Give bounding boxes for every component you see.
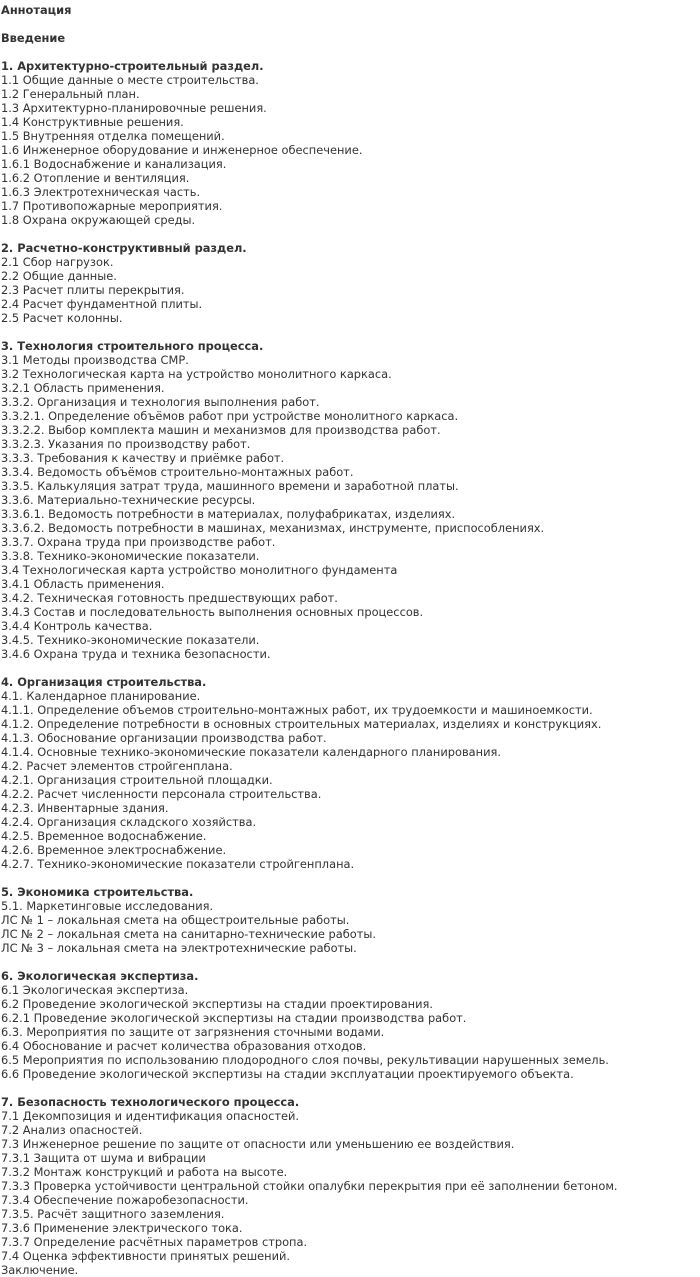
toc-item: 7.3.7 Определение расчётных параметров стропа. (1, 1235, 308, 1249)
section-title: 5. Экономика строительства. (1, 885, 194, 899)
toc-item: 3.4.1 Область применения. (1, 577, 165, 591)
section-title: 7. Безопасность технологического процесса. (1, 1095, 300, 1109)
toc-item: 3.3.3. Требования к качеству и приёмке работ. (1, 451, 285, 465)
toc-item: 7.3.1 Защита от шума и вибрации (1, 1151, 206, 1165)
toc-item: 3.3.8. Технико-экономические показатели. (1, 549, 260, 563)
toc-item: 3.4.4 Контроль качества. (1, 619, 153, 633)
toc-item: 3.3.2. Организация и технология выполнения работ. (1, 395, 320, 409)
toc-item: 6.5 Мероприятия по использованию плодородного слоя почвы, рекультивации нарушенных земель. (1, 1053, 609, 1067)
toc-item: 4.1.1. Определение объемов строительно-монтажных работ, их трудоемкости и машиноемкости. (1, 703, 593, 717)
spacer (1, 1081, 700, 1095)
toc-item: 7.2 Анализ опасностей. (1, 1123, 143, 1137)
toc-item: 4.2.5. Временное водоснабжение. (1, 829, 207, 843)
toc-item: 2.5 Расчет колонны. (1, 311, 123, 325)
toc-item: 2.4 Расчет фундаментной плиты. (1, 297, 203, 311)
toc-item: 2.2 Общие данные. (1, 269, 117, 283)
sections-container (1, 59, 700, 1263)
toc-item: 7.4 Оценка эффективности принятых решений. (1, 1249, 291, 1263)
toc-item: 3.4 Технологическая карта устройство монолитного фундамента (1, 563, 398, 577)
toc-item: 1.1 Общие данные о месте строительства. (1, 73, 259, 87)
toc-item: ЛС № 2 – локальная смета на санитарно-технические работы. (1, 927, 377, 941)
toc-item: 1.5 Внутренняя отделка помещений. (1, 129, 225, 143)
spacer (1, 871, 700, 885)
toc-item: 1.6.1 Водоснабжение и канализация. (1, 157, 227, 171)
toc-item: 4.1.3. Обоснование организации производства работ. (1, 731, 327, 745)
toc-item: ЛС № 1 – локальная смета на общестроительные работы. (1, 913, 350, 927)
toc-item: 4.2.6. Временное электроснабжение. (1, 843, 227, 857)
toc-item: 4.1.4. Основные технико-экономические показатели календарного планирования. (1, 745, 501, 759)
toc-item: 3.3.2.1. Определение объёмов работ при устройстве монолитного каркаса. (1, 409, 459, 423)
toc-item: 3.3.7. Охрана труда при производстве работ. (1, 535, 276, 549)
toc-section (1, 969, 700, 1081)
section-title: 1. Архитектурно-строительный раздел. (1, 59, 264, 73)
toc-section (1, 241, 700, 325)
toc-item: 6.2.1 Проведение экологической экспертизы на стадии производства работ. (1, 1011, 467, 1025)
toc-item: 7.3.4 Обеспечение пожаробезопасности. (1, 1193, 249, 1207)
section-title: 4. Организация строительства. (1, 675, 207, 689)
toc-item: 3.4.3 Состав и последовательность выполнения основных процессов. (1, 605, 424, 619)
conclusion-line: Заключение. (1, 1263, 79, 1277)
toc-item: 1.2 Генеральный план. (1, 87, 140, 101)
toc-item: 7.3.2 Монтаж конструкций и работа на высоте. (1, 1165, 288, 1179)
toc-item: 1.4 Конструктивные решения. (1, 115, 184, 129)
toc-item: 7.3.6 Применение электрического тока. (1, 1221, 243, 1235)
toc-item: 3.3.6. Материально-технические ресурсы. (1, 493, 256, 507)
toc-item: 4.2.4. Организация складского хозяйства. (1, 815, 257, 829)
toc-item: 1.8 Охрана окружающей среды. (1, 213, 196, 227)
toc-item: 3.1 Методы производства СМР. (1, 353, 189, 367)
toc-item: 3.3.2.3. Указания по производству работ. (1, 437, 251, 451)
toc-item: 4.2. Расчет элементов стройгенплана. (1, 759, 233, 773)
toc-item: 3.3.2.2. Выбор комплекта машин и механизмов для производства работ. (1, 423, 441, 437)
toc-item: 6.3. Мероприятия по защите от загрязнения сточными водами. (1, 1025, 385, 1039)
section-title: 6. Экологическая экспертиза. (1, 969, 199, 983)
toc-item: 3.3.4. Ведомость объёмов строительно-монтажных работ. (1, 465, 354, 479)
toc-item: 7.3 Инженерное решение по защите от опасности или уменьшению ее воздействия. (1, 1137, 515, 1151)
section-title: 2. Расчетно-конструктивный раздел. (1, 241, 247, 255)
toc-section (1, 675, 700, 871)
toc-item: 1.7 Противопожарные мероприятия. (1, 199, 223, 213)
annotation-heading: Аннотация (1, 3, 72, 17)
toc-item: 3.2.1 Область применения. (1, 381, 165, 395)
toc-item: 7.3.3 Проверка устойчивости центральной стойки опалубки перекрытия при её заполнении бетоном. (1, 1179, 618, 1193)
toc-item: 1.3 Архитектурно-планировочные решения. (1, 101, 267, 115)
toc-item: 3.2 Технологическая карта на устройство монолитного каркаса. (1, 367, 392, 381)
toc-item: 7.3.5. Расчёт защитного заземления. (1, 1207, 225, 1221)
toc-item: 6.1 Экологическая экспертиза. (1, 983, 189, 997)
toc-item: 1.6.2 Отопление и вентиляция. (1, 171, 190, 185)
toc-item: 3.3.5. Калькуляция затрат труда, машинного времени и заработной платы. (1, 479, 459, 493)
toc-item: 4.2.1. Организация строительной площадки. (1, 773, 273, 787)
toc-section (1, 1095, 700, 1263)
toc-item: 5.1. Маркетинговые исследования. (1, 899, 214, 913)
toc-item: 1.6.3 Электротехническая часть. (1, 185, 201, 199)
spacer (1, 45, 700, 59)
toc-item: 3.3.6.2. Ведомость потребности в машинах, механизмах, инструменте, приспособлениях. (1, 521, 545, 535)
spacer (1, 325, 700, 339)
spacer (1, 661, 700, 675)
toc-item: 2.1 Сбор нагрузок. (1, 255, 114, 269)
toc-item: 4.2.7. Технико-экономические показатели стройгенплана. (1, 857, 355, 871)
introduction-heading: Введение (1, 31, 66, 45)
toc-section (1, 59, 700, 227)
toc-item: 6.4 Обоснование и расчет количества образования отходов. (1, 1039, 367, 1053)
toc-item: 4.2.2. Расчет численности персонала строительства. (1, 787, 322, 801)
toc-item: 3.4.2. Техническая готовность предшествующих работ. (1, 591, 338, 605)
toc-item: 2.3 Расчет плиты перекрытия. (1, 283, 185, 297)
toc-item: ЛС № 3 – локальная смета на электротехнические работы. (1, 941, 357, 955)
toc-section (1, 885, 700, 955)
spacer (1, 227, 700, 241)
toc-item: 3.3.6.1. Ведомость потребности в материалах, полуфабрикатах, изделиях. (1, 507, 456, 521)
toc-item: 4.1. Календарное планирование. (1, 689, 201, 703)
spacer (1, 955, 700, 969)
toc-item: 7.1 Декомпозиция и идентификация опасностей. (1, 1109, 300, 1123)
toc-item: 6.2 Проведение экологической экспертизы на стадии проектирования. (1, 997, 433, 1011)
toc-section (1, 339, 700, 661)
toc-item: 6.6 Проведение экологической экспертизы на стадии эксплуатации проектируемого объекта. (1, 1067, 574, 1081)
toc-item: 4.2.3. Инвентарные здания. (1, 801, 169, 815)
toc-item: 3.4.6 Охрана труда и техника безопасности. (1, 647, 271, 661)
toc-item: 4.1.2. Определение потребности в основных строительных материалах, изделиях и конструкциях. (1, 717, 602, 731)
spacer (1, 17, 700, 31)
section-title: 3. Технология строительного процесса. (1, 339, 264, 353)
toc-item: 3.4.5. Технико-экономические показатели. (1, 633, 260, 647)
toc-item: 1.6 Инженерное оборудование и инженерное обеспечение. (1, 143, 363, 157)
